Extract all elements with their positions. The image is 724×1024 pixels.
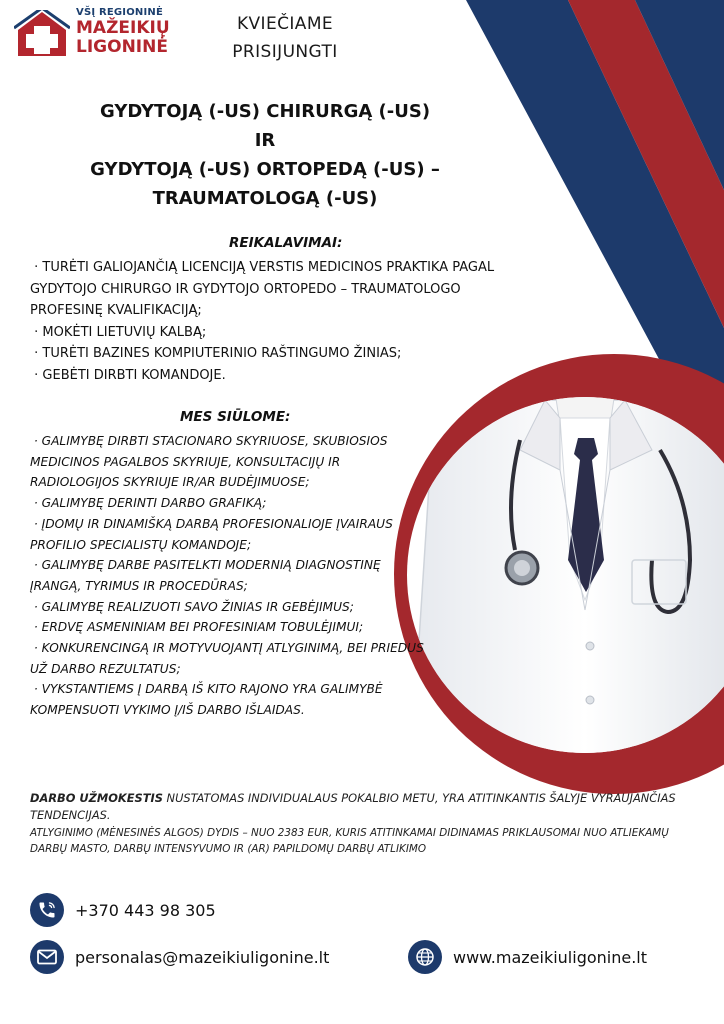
- list-item: · ERDVĘ ASMENINIAM BEI PROFESINIAM TOBULĖJIMUI;: [30, 620, 364, 635]
- email-contact[interactable]: [30, 940, 329, 974]
- salary-label: DARBO UŽMOKESTIS: [30, 791, 163, 805]
- requirements-list: [30, 257, 530, 387]
- phone-contact[interactable]: [30, 893, 216, 927]
- globe-icon: [408, 940, 442, 974]
- envelope-icon: [30, 940, 64, 974]
- invite-heading: [210, 10, 360, 66]
- email-address[interactable]: personalas@mazeikiuligonine.lt: [75, 947, 330, 967]
- requirements-heading: REIKALAVIMAI:: [229, 235, 343, 251]
- list-item: · VYKSTANTIEMS Į DARBĄ IŠ KITO RAJONO YRA GALIMYBĖ KOMPENSUOTI VYKIMO Į/IŠ DARBO IŠLAIDAS.: [30, 682, 387, 718]
- phone-icon: [30, 893, 64, 927]
- website-url[interactable]: www.mazeikiuligonine.lt: [453, 947, 648, 967]
- list-item: · KONKURENCINGĄ IR MOTYVUOJANTĮ ATLYGINIMĄ, BEI PRIEDUS UŽ DARBO REZULTATUS;: [30, 641, 428, 676]
- hospital-logo: [14, 7, 170, 60]
- list-item: · GALIMYBĘ DERINTI DARBO GRAFIKĄ;: [30, 496, 267, 511]
- cross-icon: [14, 10, 70, 58]
- list-item: · GALIMYBĘ REALIZUOTI SAVO ŽINIAS IR GEBĖJIMUS;: [30, 599, 354, 614]
- list-item: · GEBĖTI DIRBTI KOMANDOJE.: [30, 367, 226, 383]
- logo-line-3: LIGONINĖ: [76, 37, 168, 57]
- offers-heading: MES SIŪLOME:: [180, 409, 291, 425]
- invite-line-1: KVIEČIAME: [236, 14, 334, 34]
- invite-line-2: PRISIJUNGTI: [232, 42, 338, 62]
- salary-detail: ATLYGINIMO (MĖNESINĖS ALGOS) DYDIS – NUO 2383 EUR, KURIS ATITINKAMAI DIDINAMAS PRIKLAUSOMAI NUO ATLIEKAMŲ DARBŲ MASTO, DARBŲ INTENSYVUMO IR (AR) PAPILDOMŲ DARBŲ ATLIKIMO: [30, 827, 669, 855]
- list-item: · MOKĖTI LIETUVIŲ KALBĄ;: [30, 324, 207, 340]
- offers-list: [30, 431, 430, 721]
- logo-line-1: VŠĮ REGIONINĖ: [76, 7, 163, 18]
- list-item: · TURĖTI BAZINES KOMPIUTERINIO RAŠTINGUMO ŽINIAS;: [30, 346, 402, 362]
- job-title-line-4: TRAUMATOLOGĄ (-US): [152, 188, 378, 209]
- salary-paragraph: [30, 790, 700, 823]
- job-title: [40, 97, 490, 213]
- salary-text: NUSTATOMAS INDIVIDUALAUS POKALBIO METU, YRA ATITINKANTIS ŠALYJE VYRAUJANČIAS TENDENCIJAS.: [30, 791, 676, 822]
- job-title-line-3: GYDYTOJĄ (-US) ORTOPEDĄ (-US) –: [90, 159, 440, 180]
- list-item: · TURĖTI GALIOJANČIĄ LICENCIJĄ VERSTIS MEDICINOS PRAKTIKA PAGAL GYDYTOJO CHIRURGO IR GYDYTOJO ORTOPEDO – TRAUMATOLOGO PROFESINĘ KVALIFIKACIJĄ;: [30, 260, 499, 319]
- website-contact[interactable]: [408, 940, 647, 974]
- list-item: · GALIMYBĘ DIRBTI STACIONARO SKYRIUOSE, SKUBIOSIOS MEDICINOS PAGALBOS SKYRIUJE, KONSULTACIJŲ IR RADIOLOGIJOS SKYRIUJE IR/AR BUDĖJIMUOSE;: [30, 434, 392, 490]
- list-item: · ĮDOMŲ IR DINAMIŠKĄ DARBĄ PROFESIONALIOJE ĮVAIRAUS PROFILIO SPECIALISTŲ KOMANDOJE;: [30, 516, 397, 552]
- phone-number[interactable]: +370 443 98 305: [75, 900, 216, 920]
- job-title-line-2: IR: [254, 130, 276, 151]
- salary-section: [30, 790, 700, 857]
- list-item: · GALIMYBĘ DARBE PASITELKTI MODERNIĄ DIAGNOSTINĘ ĮRANGĄ, TYRIMUS IR PROCEDŪRAS;: [30, 558, 385, 593]
- job-title-line-1: GYDYTOJĄ (-US) CHIRURGĄ (-US): [99, 101, 431, 122]
- logo-line-2: MAŽEIKIŲ: [76, 18, 170, 38]
